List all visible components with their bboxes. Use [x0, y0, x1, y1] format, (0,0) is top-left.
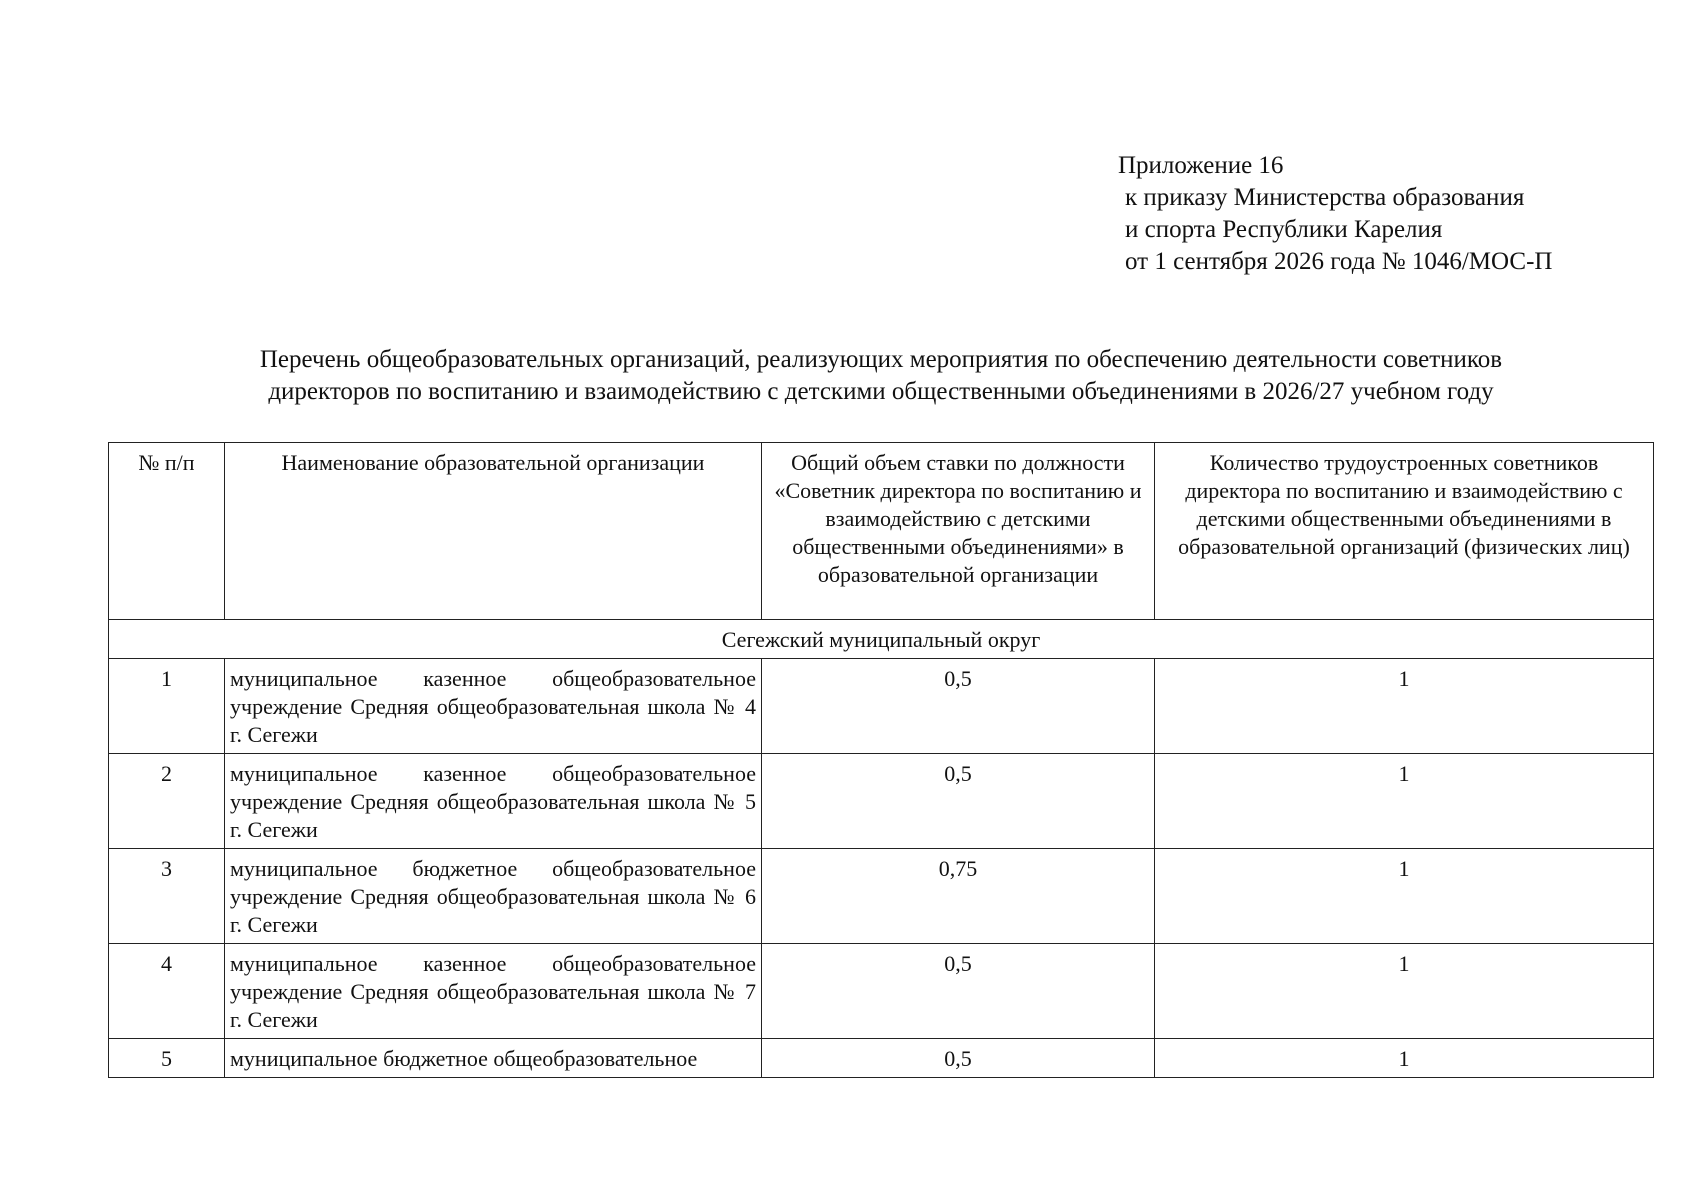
document-title-line: директоров по воспитанию и взаимодействию с детскими общественными объединениями в 2026/27 учебном году — [268, 378, 1494, 405]
row-num: 3 — [109, 849, 225, 944]
row-num: 1 — [109, 659, 225, 754]
row-count: 1 — [1155, 754, 1654, 849]
row-num: 5 — [109, 1039, 225, 1078]
row-count: 1 — [1155, 1039, 1654, 1078]
header-num: № п/п — [109, 443, 225, 620]
table-row — [109, 1039, 1654, 1078]
row-count: 1 — [1155, 659, 1654, 754]
row-count: 1 — [1155, 944, 1654, 1039]
appendix-line: к приказу Министерства образования — [1125, 184, 1525, 211]
row-name: муниципальное казенное общеобразовательное учреждение Средняя общеобразовательная школа № 5 г. Сегежи — [225, 754, 762, 849]
row-rate: 0,5 — [762, 1039, 1155, 1078]
row-count: 1 — [1155, 849, 1654, 944]
table-row — [109, 849, 1654, 944]
header-rate: Общий объем ставки по должности «Советник директора по воспитанию и взаимодействию с детскими общественными объединениями» в образовательной организации — [762, 443, 1155, 620]
appendix-line: и спорта Республики Карелия — [1125, 216, 1443, 243]
row-num: 2 — [109, 754, 225, 849]
row-num: 4 — [109, 944, 225, 1039]
row-name: муниципальное казенное общеобразовательное учреждение Средняя общеобразовательная школа № 7 г. Сегежи — [225, 944, 762, 1039]
section-title: Сегежский муниципальный округ — [109, 620, 1654, 659]
row-name: муниципальное бюджетное общеобразовательное учреждение Средняя общеобразовательная школа № 6 г. Сегежи — [225, 849, 762, 944]
document-title-line: Перечень общеобразовательных организаций, реализующих мероприятия по обеспечению деятельности советников — [259, 346, 1503, 373]
header-name: Наименование образовательной организации — [225, 443, 762, 620]
appendix-line: от 1 сентября 2026 года № 1046/МОС-П — [1125, 248, 1553, 275]
row-rate: 0,5 — [762, 659, 1155, 754]
row-rate: 0,75 — [762, 849, 1155, 944]
table-row — [109, 944, 1654, 1039]
appendix-header — [1118, 150, 1552, 278]
row-name: муниципальное казенное общеобразовательное учреждение Средняя общеобразовательная школа № 4 г. Сегежи — [225, 659, 762, 754]
table-row — [109, 754, 1654, 849]
appendix-line: Приложение 16 — [1118, 152, 1284, 179]
header-count: Количество трудоустроенных советников директора по воспитанию и взаимодействию с детскими общественными объединениями в образовательной организаций (физических лиц) — [1155, 443, 1654, 620]
table-row — [109, 659, 1654, 754]
document-title — [110, 344, 1652, 408]
section-row — [109, 620, 1654, 659]
row-rate: 0,5 — [762, 754, 1155, 849]
row-rate: 0,5 — [762, 944, 1155, 1039]
organizations-table — [108, 442, 1654, 1078]
row-name: муниципальное бюджетное общеобразовательное — [225, 1039, 762, 1078]
table-header-row — [109, 443, 1654, 620]
